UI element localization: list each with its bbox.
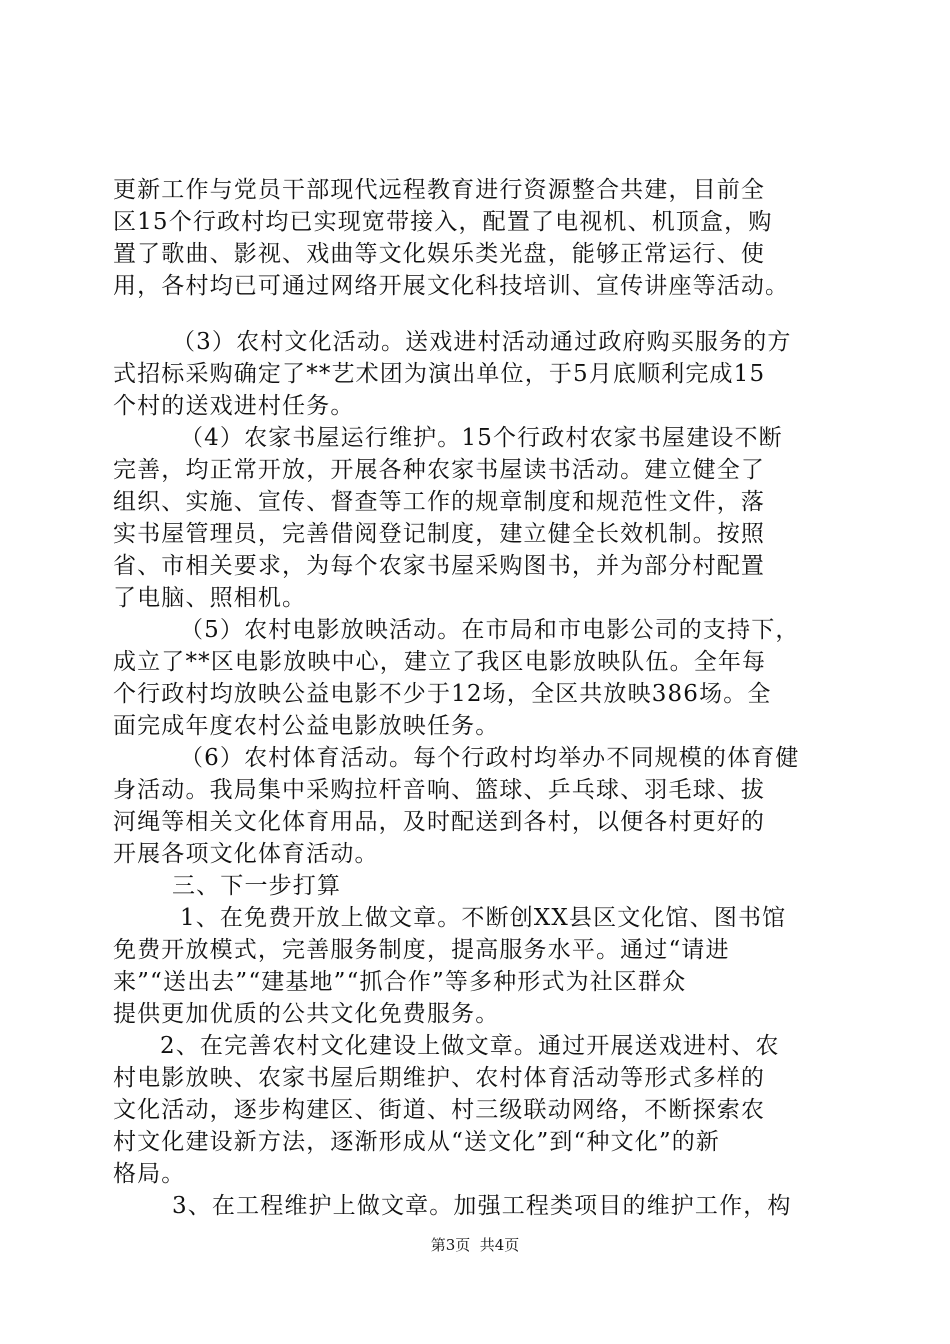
text-line: 置了歌曲、影视、戏曲等文化娱乐类光盘，能够正常运行、使 — [113, 241, 766, 267]
text-line: 提供更加优质的公共文化免费服务。 — [113, 1001, 500, 1027]
section-heading: 三、下一步打算 — [172, 873, 342, 899]
page-footer: 第3页 共4页 — [430, 1236, 520, 1254]
text-line: （4）农家书屋运行维护。15个行政村农家书屋建设不断 — [180, 425, 783, 451]
text-line: 完善，均正常开放，开展各种农家书屋读书活动。建立健全了 — [113, 457, 766, 483]
text-line: 用，各村均已可通过网络开展文化科技培训、宣传讲座等活动。 — [113, 273, 790, 299]
text-line: 省、市相关要求，为每个农家书屋采购图书，并为部分村配置 — [113, 553, 766, 579]
text-line: 了电脑、照相机。 — [113, 585, 307, 611]
text-line: 来”“送出去”“建基地”“抓合作”等多种形式为社区群众 — [113, 969, 687, 995]
text-line: （6）农村体育活动。每个行政村均举办不同规模的体育健 — [180, 745, 800, 771]
text-line: 开展各项文化体育活动。 — [113, 841, 379, 867]
text-line: 2、在完善农村文化建设上做文章。通过开展送戏进村、农 — [160, 1033, 780, 1059]
text-line: 3、在工程维护上做文章。加强工程类项目的维护工作，构 — [172, 1193, 792, 1219]
text-line: 更新工作与党员干部现代远程教育进行资源整合共建，目前全 — [113, 177, 766, 203]
text-line: 区15个行政村均已实现宽带接入，配置了电视机、机顶盒，购 — [113, 209, 773, 235]
text-line: 免费开放模式，完善服务制度，提高服务水平。通过“请进 — [113, 937, 730, 963]
text-line: 文化活动，逐步构建区、街道、村三级联动网络，不断探索农 — [113, 1097, 766, 1123]
text-line: 身活动。我局集中采购拉杆音响、篮球、乒乓球、羽毛球、拔 — [113, 777, 766, 803]
text-line: 面完成年度农村公益电影放映任务。 — [113, 713, 500, 739]
text-line: 个行政村均放映公益电影不少于12场，全区共放映386场。全 — [113, 681, 772, 707]
text-line: 组织、实施、宣传、督查等工作的规章制度和规范性文件，落 — [113, 489, 766, 515]
text-line: 个村的送戏进村任务。 — [113, 393, 355, 419]
text-line: 式招标采购确定了**艺术团为演出单位，于5月底顺利完成15 — [113, 361, 766, 387]
text-line: 河绳等相关文化体育用品，及时配送到各村，以便各村更好的 — [113, 809, 766, 835]
text-line: 村文化建设新方法，逐渐形成从“送文化”到“种文化”的新 — [113, 1129, 721, 1155]
text-line: 1、在免费开放上做文章。不断创XX县区文化馆、图书馆 — [180, 905, 787, 931]
text-line: （3）农村文化活动。送戏进村活动通过政府购买服务的方 — [172, 329, 792, 355]
text-line: 成立了**区电影放映中心，建立了我区电影放映队伍。全年每 — [113, 649, 767, 675]
text-line: （5）农村电影放映活动。在市局和市电影公司的支持下， — [180, 617, 800, 643]
text-line: 村电影放映、农家书屋后期维护、农村体育活动等形式多样的 — [113, 1065, 766, 1091]
text-line: 实书屋管理员，完善借阅登记制度，建立健全长效机制。按照 — [113, 521, 766, 547]
text-line: 格局。 — [113, 1161, 186, 1187]
